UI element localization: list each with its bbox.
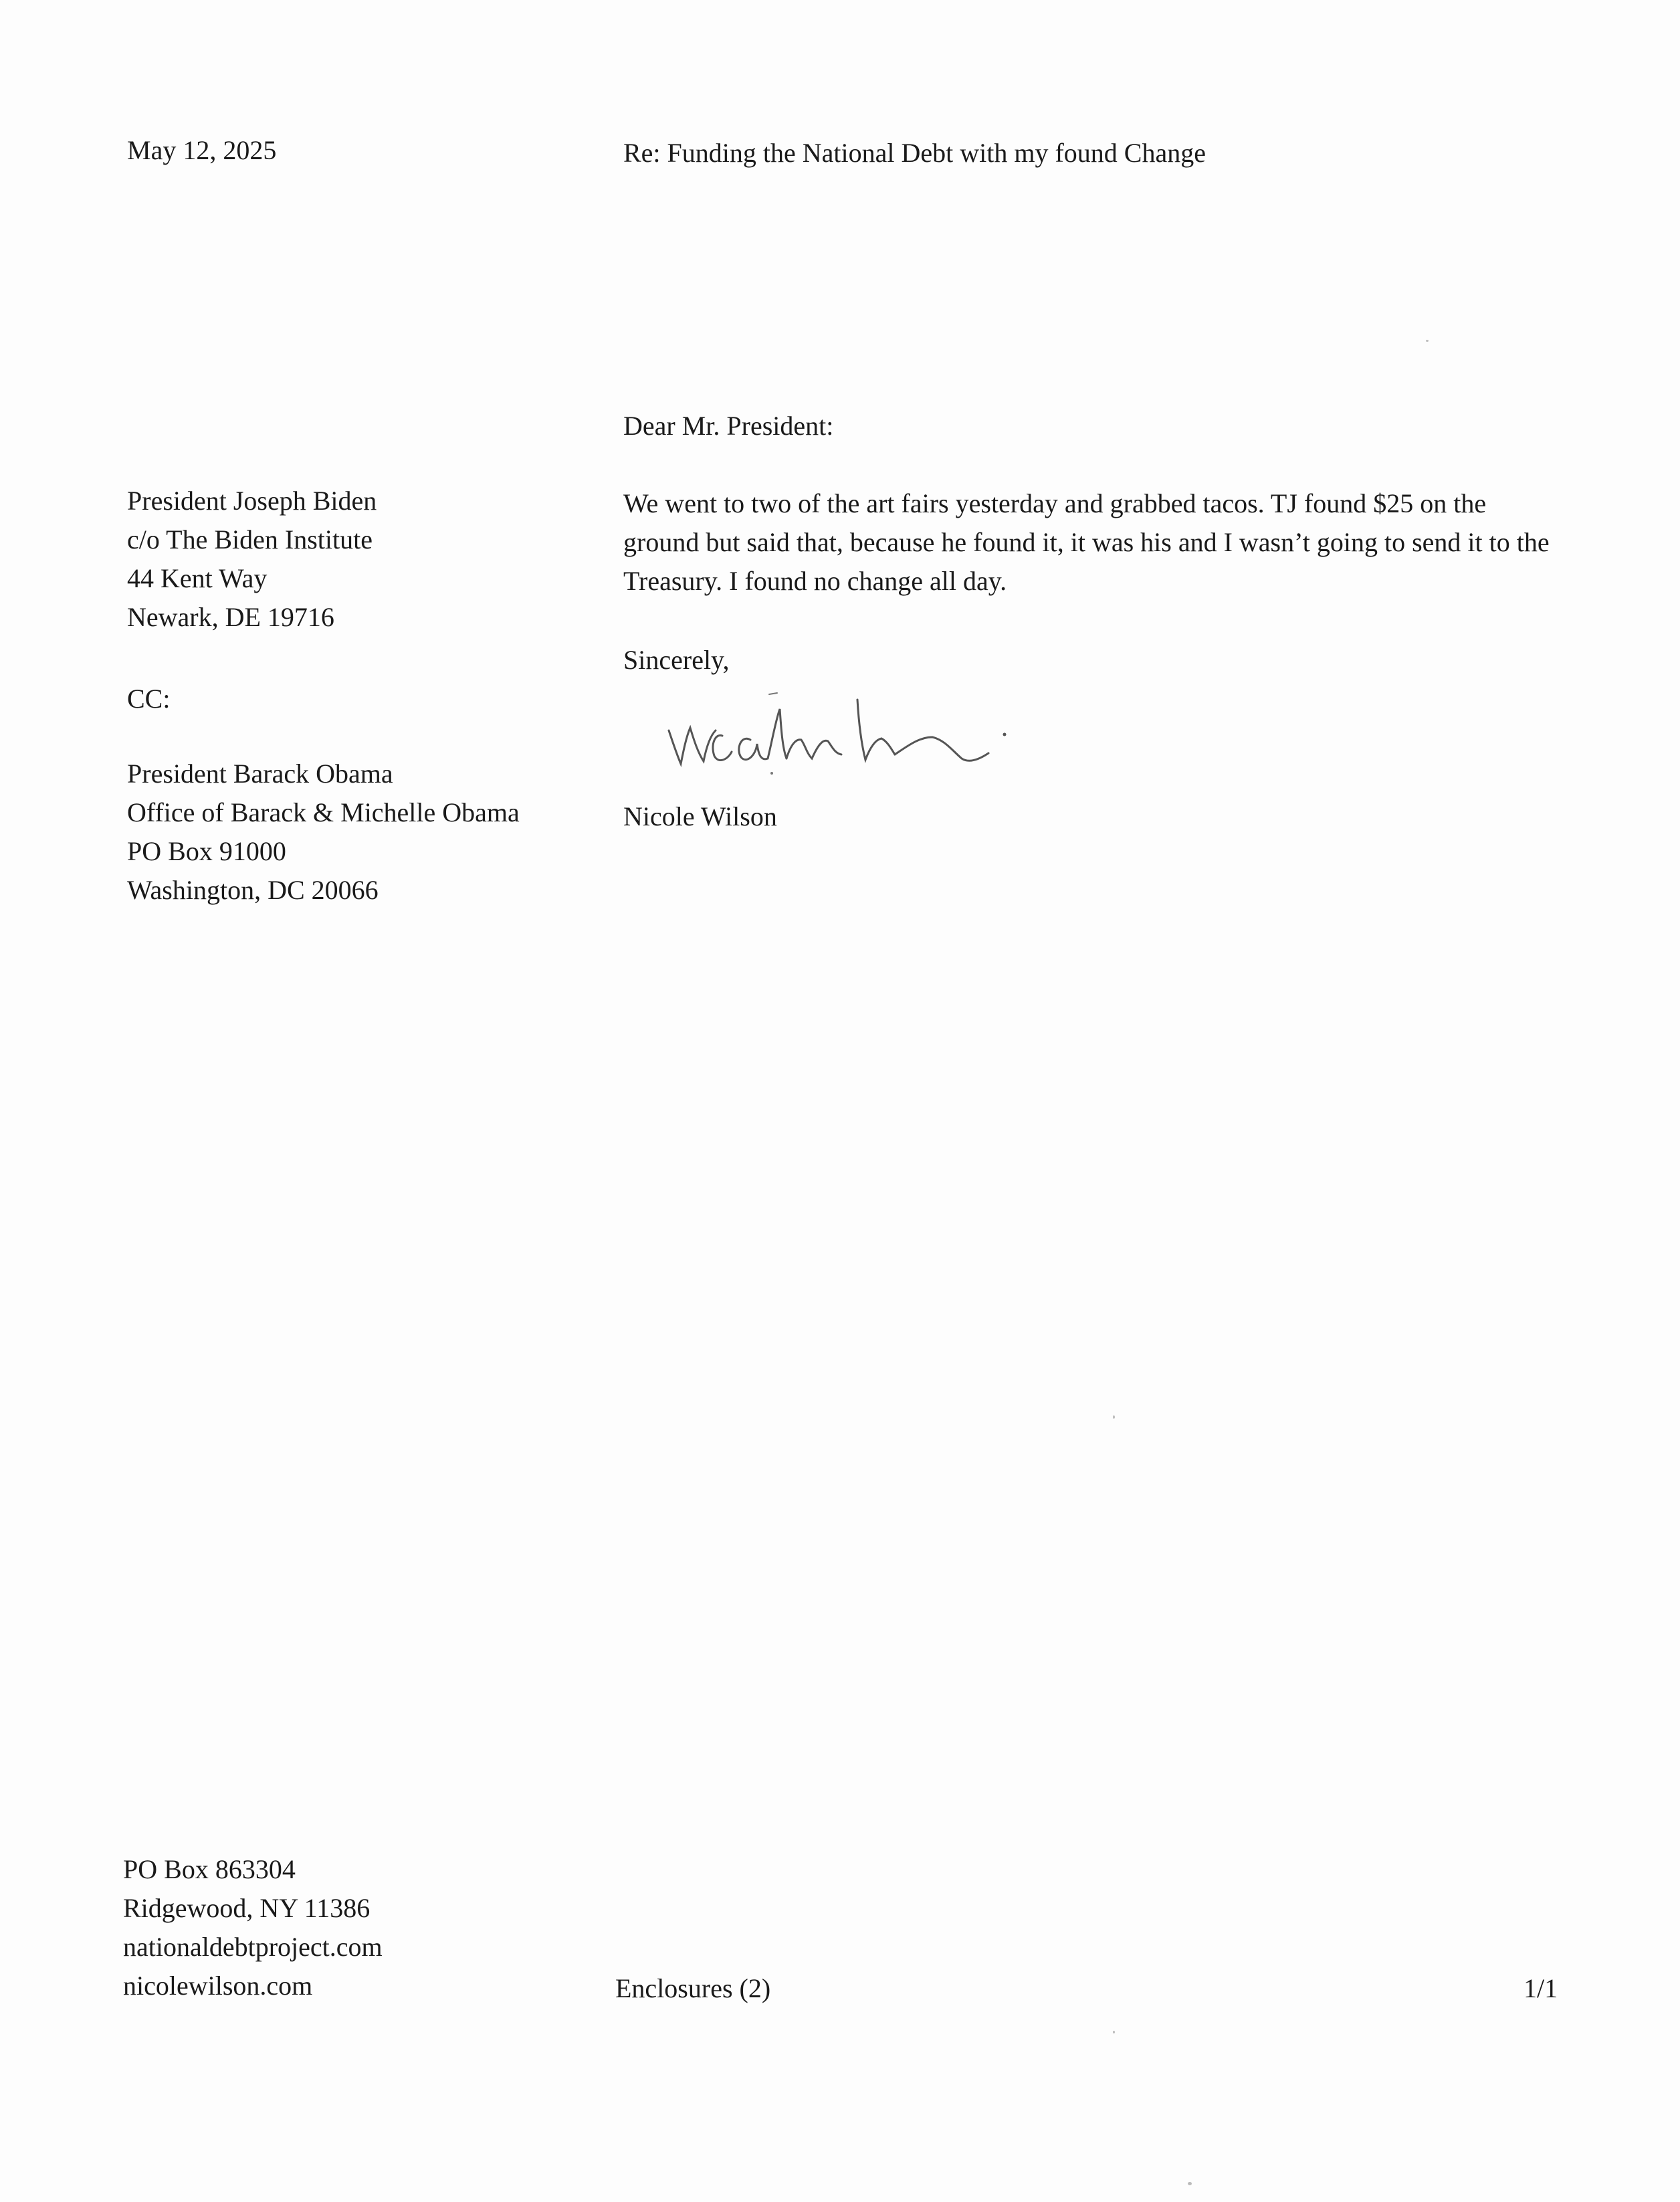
sender-address-line: PO Box 863304 <box>123 1854 296 1884</box>
letter-date: May 12, 2025 <box>127 135 277 165</box>
recipient-address <box>127 482 377 637</box>
cc-recipient-line: President Barack Obama <box>127 759 393 789</box>
recipient-line: c/o The Biden Institute <box>127 524 373 555</box>
cc-recipient-line: Washington, DC 20066 <box>127 875 379 905</box>
enclosures-note: Enclosures (2) <box>615 1973 771 2003</box>
cc-recipient-address <box>127 755 520 910</box>
sender-address <box>123 1850 383 2005</box>
scan-speck <box>1113 1415 1115 1419</box>
handwritten-signature <box>657 689 1058 776</box>
signer-name: Nicole Wilson <box>623 801 777 831</box>
sender-address-line: Ridgewood, NY 11386 <box>123 1893 371 1923</box>
salutation: Dear Mr. President: <box>623 411 834 441</box>
scan-speck <box>1188 2182 1192 2185</box>
recipient-line: 44 Kent Way <box>127 563 268 593</box>
recipient-line: Newark, DE 19716 <box>127 602 334 632</box>
cc-recipient-line: PO Box 91000 <box>127 836 286 866</box>
page-number: 1/1 <box>1524 1973 1558 2003</box>
sender-website: nationaldebtproject.com <box>123 1932 383 1962</box>
closing: Sincerely, <box>623 645 730 675</box>
cc-recipient-line: Office of Barack & Michelle Obama <box>127 797 520 827</box>
letter-subject: Re: Funding the National Debt with my found Change <box>623 138 1206 168</box>
sender-website: nicolewilson.com <box>123 1971 313 2001</box>
scan-speck <box>1426 340 1429 342</box>
scan-speck <box>1113 2031 1115 2033</box>
recipient-line: President Joseph Biden <box>127 486 377 516</box>
letter-body: We went to two of the art fairs yesterday and grabbed tacos. TJ found $25 on the ground but said that, because he found it, it was his and I wasn’t going to send it to the Treasury. I found no change all day. <box>623 488 1550 596</box>
cc-label: CC: <box>127 684 171 714</box>
